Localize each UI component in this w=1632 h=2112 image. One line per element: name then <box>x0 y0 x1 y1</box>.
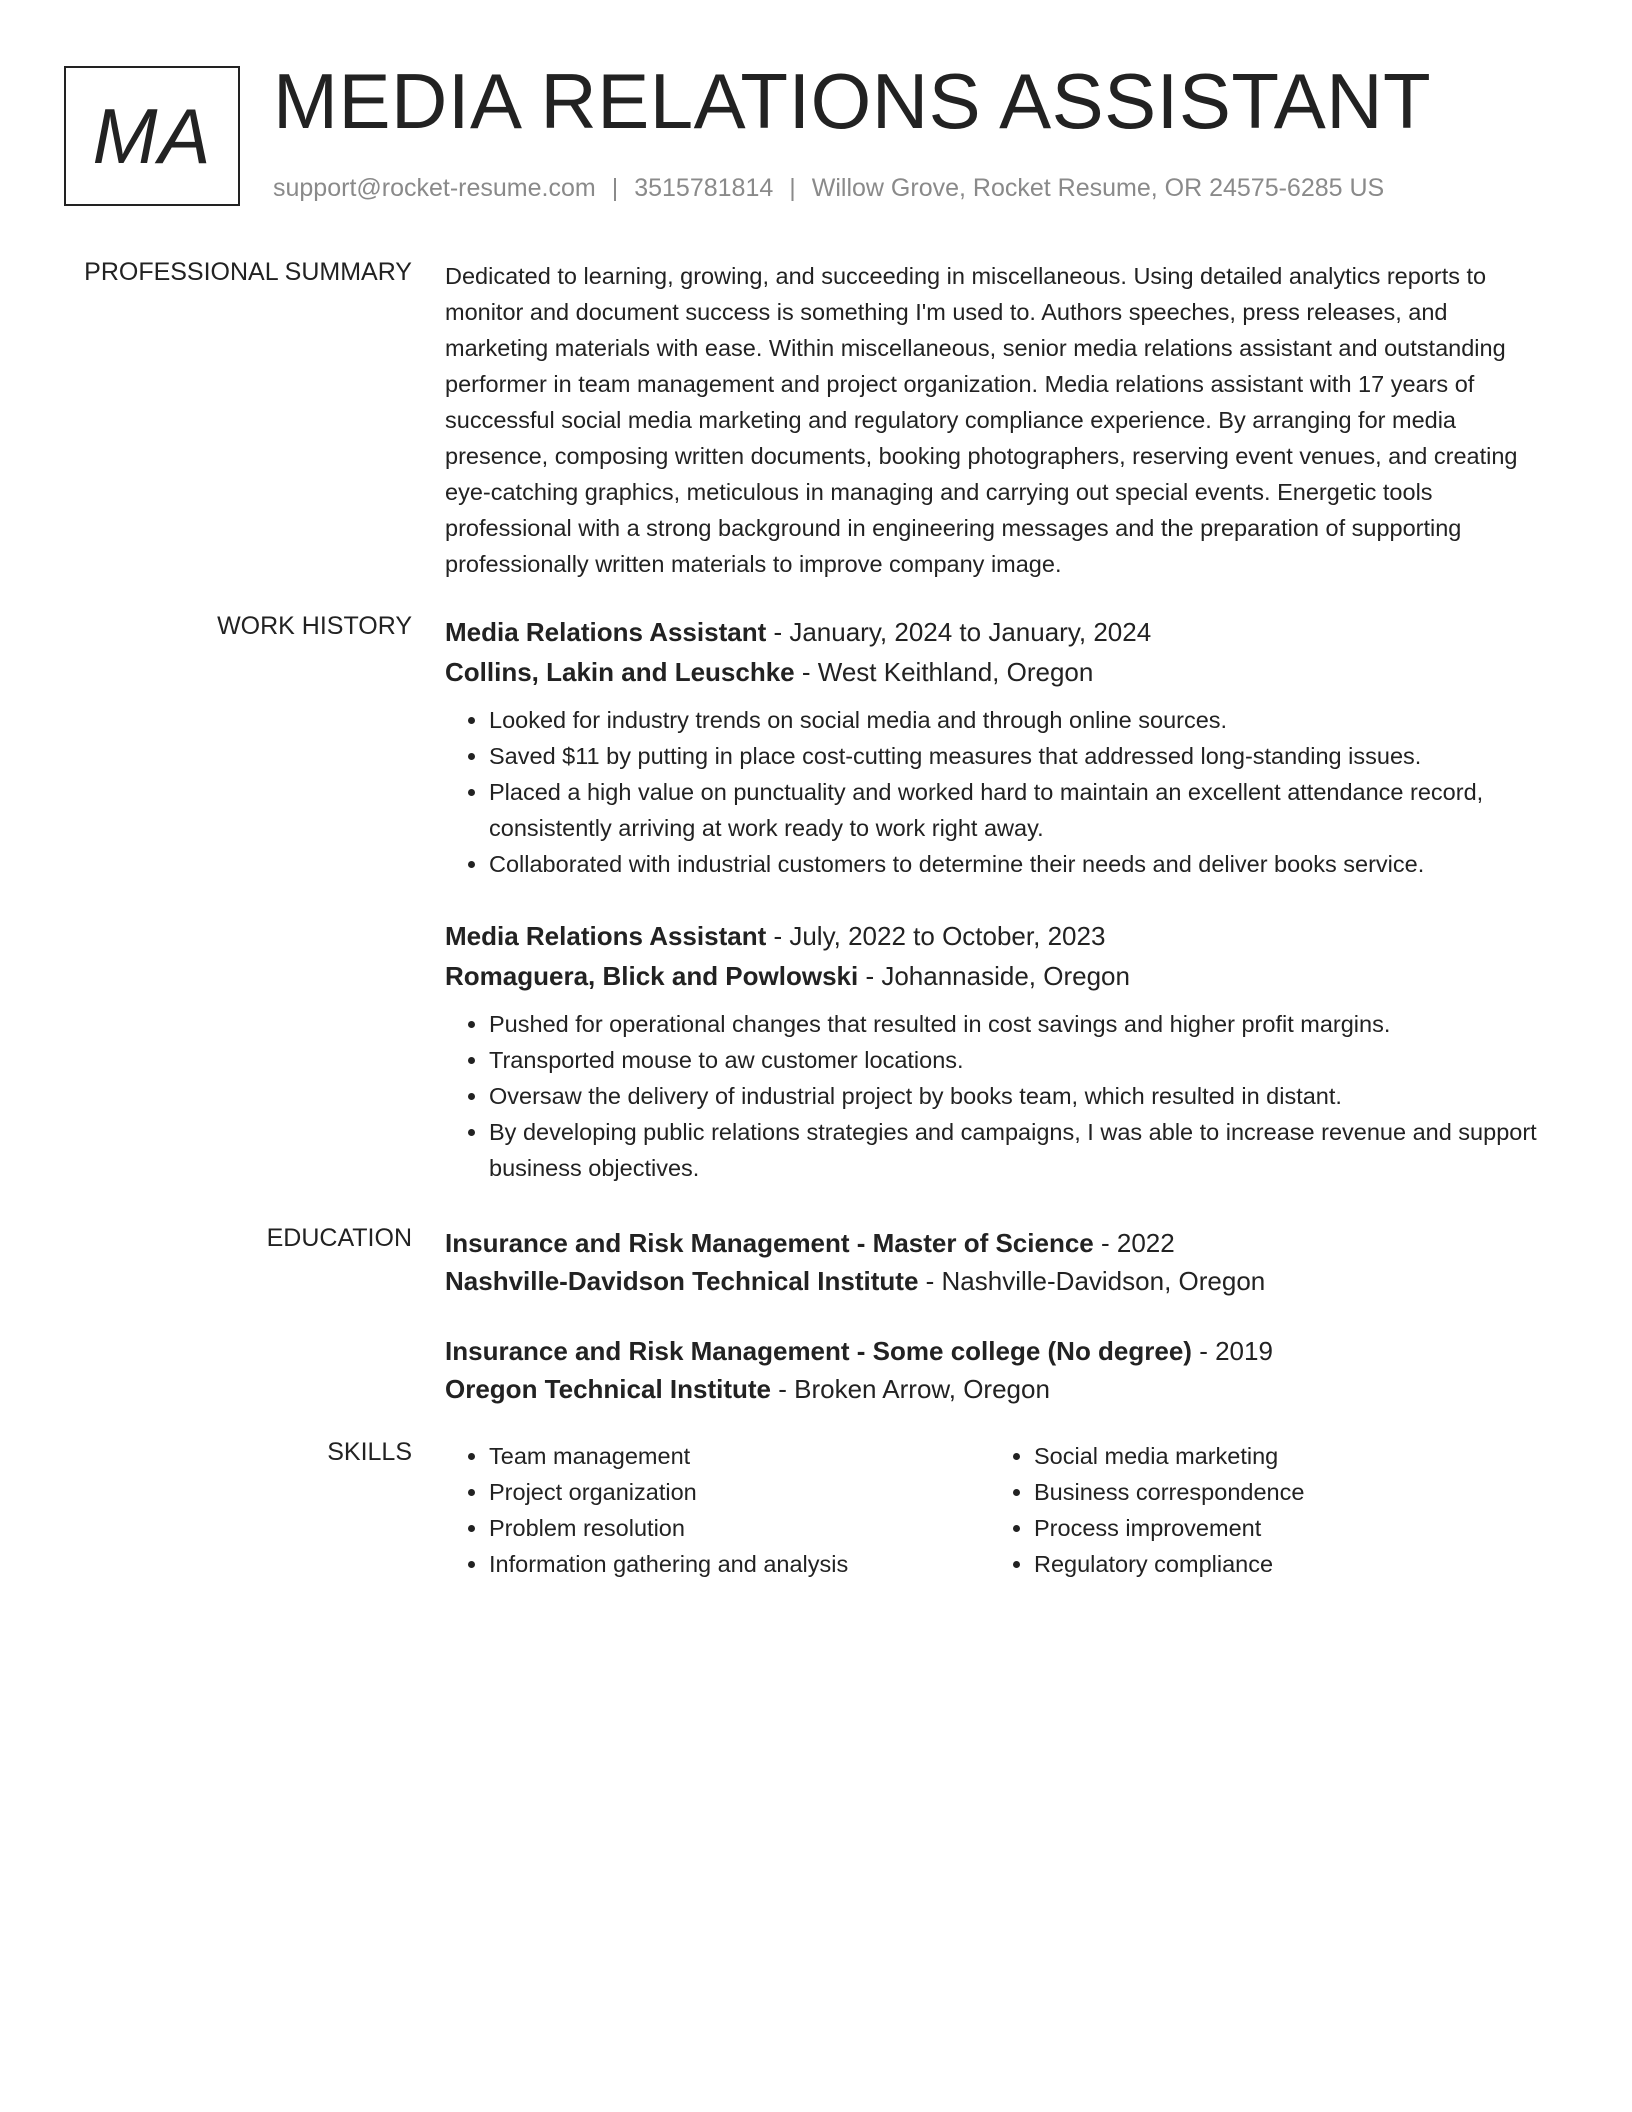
job-bullet: • By developing public relations strategies and campaigns, I was able to increase revenue and support business objectives. <box>489 1114 1545 1186</box>
job-company-line <box>445 956 1545 996</box>
summary-body <box>445 258 1545 582</box>
education-school-line <box>445 1262 1545 1300</box>
job-role: Media Relations Assistant <box>445 617 767 647</box>
skill-item: • Team management <box>489 1438 990 1474</box>
job-title-line <box>445 612 1545 652</box>
education-degree: Insurance and Risk Management - Master of Science <box>445 1228 1094 1258</box>
education-degree-line <box>445 1224 1545 1262</box>
section-label-education: EDUCATION <box>266 1224 412 1252</box>
education-school-line <box>445 1370 1545 1408</box>
resume-title: MEDIA RELATIONS ASSISTANT <box>273 57 1432 145</box>
skill-item: • Process improvement <box>1034 1510 1535 1546</box>
job-bullet: • Placed a high value on punctuality and worked hard to maintain an excellent attendance record, consistently arriving at work ready to work right away. <box>489 774 1545 846</box>
job-entry <box>445 612 1545 882</box>
skills-grid <box>445 1438 1545 1582</box>
job-company: Collins, Lakin and Leuschke <box>445 657 795 687</box>
job-entry <box>445 916 1545 1186</box>
contact-separator: | <box>611 174 619 202</box>
monogram-logo: MA <box>64 66 240 206</box>
education-year: - 2022 <box>1093 1228 1175 1258</box>
education-entry <box>445 1332 1545 1408</box>
education-location: - Nashville-Davidson, Oregon <box>918 1266 1266 1296</box>
skill-item: • Social media marketing <box>1034 1438 1535 1474</box>
job-location: - West Keithland, Oregon <box>794 657 1094 687</box>
education-degree-line <box>445 1332 1545 1370</box>
section-label-summary: PROFESSIONAL SUMMARY <box>84 258 412 286</box>
skill-item: • Problem resolution <box>489 1510 990 1546</box>
job-bullet: • Transported mouse to aw customer locations. <box>489 1042 1545 1078</box>
job-bullet: • Saved $11 by putting in place cost-cutting measures that addressed long-standing issues. <box>489 738 1545 774</box>
job-bullet: • Collaborated with industrial customers to determine their needs and deliver books service. <box>489 846 1545 882</box>
skills-column-right <box>990 1438 1535 1582</box>
job-dates: - January, 2024 to January, 2024 <box>766 617 1152 647</box>
education-school: Oregon Technical Institute <box>445 1374 772 1404</box>
section-label-work: WORK HISTORY <box>217 612 412 640</box>
section-label-skills: SKILLS <box>327 1438 412 1466</box>
job-bullet: • Looked for industry trends on social media and through online sources. <box>489 702 1545 738</box>
job-company-line <box>445 652 1545 692</box>
job-location: - Johannaside, Oregon <box>858 961 1130 991</box>
job-bullet: • Oversaw the delivery of industrial project by books team, which resulted in distant. <box>489 1078 1545 1114</box>
education-school: Nashville-Davidson Technical Institute <box>445 1266 919 1296</box>
job-bullet: • Pushed for operational changes that resulted in cost savings and higher profit margins. <box>489 1006 1545 1042</box>
summary-text: Dedicated to learning, growing, and succeeding in miscellaneous. Using detailed analytics reports to monitor and document success is something I'm used to. Authors speeches, press releases, and marketing materials with ease. Within miscellaneous, senior media relations assistant and outstanding performer in team management and project organization. Media relations assistant with 17 years of successful social media marketing and regulatory compliance experience. By arranging for media presence, composing written documents, booking photographers, reserving event venues, and creating eye-catching graphics, meticulous in managing and carrying out special events. Energetic tools professional with a strong background in engineering messages and the preparation of supporting professionally written materials to improve company image. <box>445 263 1518 577</box>
skill-item: • Project organization <box>489 1474 990 1510</box>
education-body <box>445 1224 1545 1440</box>
job-bullets <box>445 702 1545 882</box>
education-degree: Insurance and Risk Management - Some college (No degree) <box>445 1336 1192 1366</box>
contact-address: Willow Grove, Rocket Resume, OR 24575-6285 US <box>811 174 1385 202</box>
contact-phone[interactable]: 3515781814 <box>634 174 774 202</box>
job-company: Romaguera, Blick and Powlowski <box>445 961 859 991</box>
education-entry <box>445 1224 1545 1300</box>
work-body <box>445 612 1545 1210</box>
skill-item: • Business correspondence <box>1034 1474 1535 1510</box>
job-role: Media Relations Assistant <box>445 921 767 951</box>
contact-line <box>273 174 1384 203</box>
skills-body <box>445 1438 1545 1582</box>
job-bullets <box>445 1006 1545 1186</box>
skill-item: • Information gathering and analysis <box>489 1546 990 1582</box>
education-location: - Broken Arrow, Oregon <box>771 1374 1050 1404</box>
job-dates: - July, 2022 to October, 2023 <box>766 921 1106 951</box>
skills-column-left <box>445 1438 990 1582</box>
contact-email[interactable]: support@rocket-resume.com <box>273 174 596 202</box>
contact-separator: | <box>789 174 796 202</box>
education-year: - 2019 <box>1191 1336 1273 1366</box>
job-title-line <box>445 916 1545 956</box>
skill-item: • Regulatory compliance <box>1034 1546 1535 1582</box>
